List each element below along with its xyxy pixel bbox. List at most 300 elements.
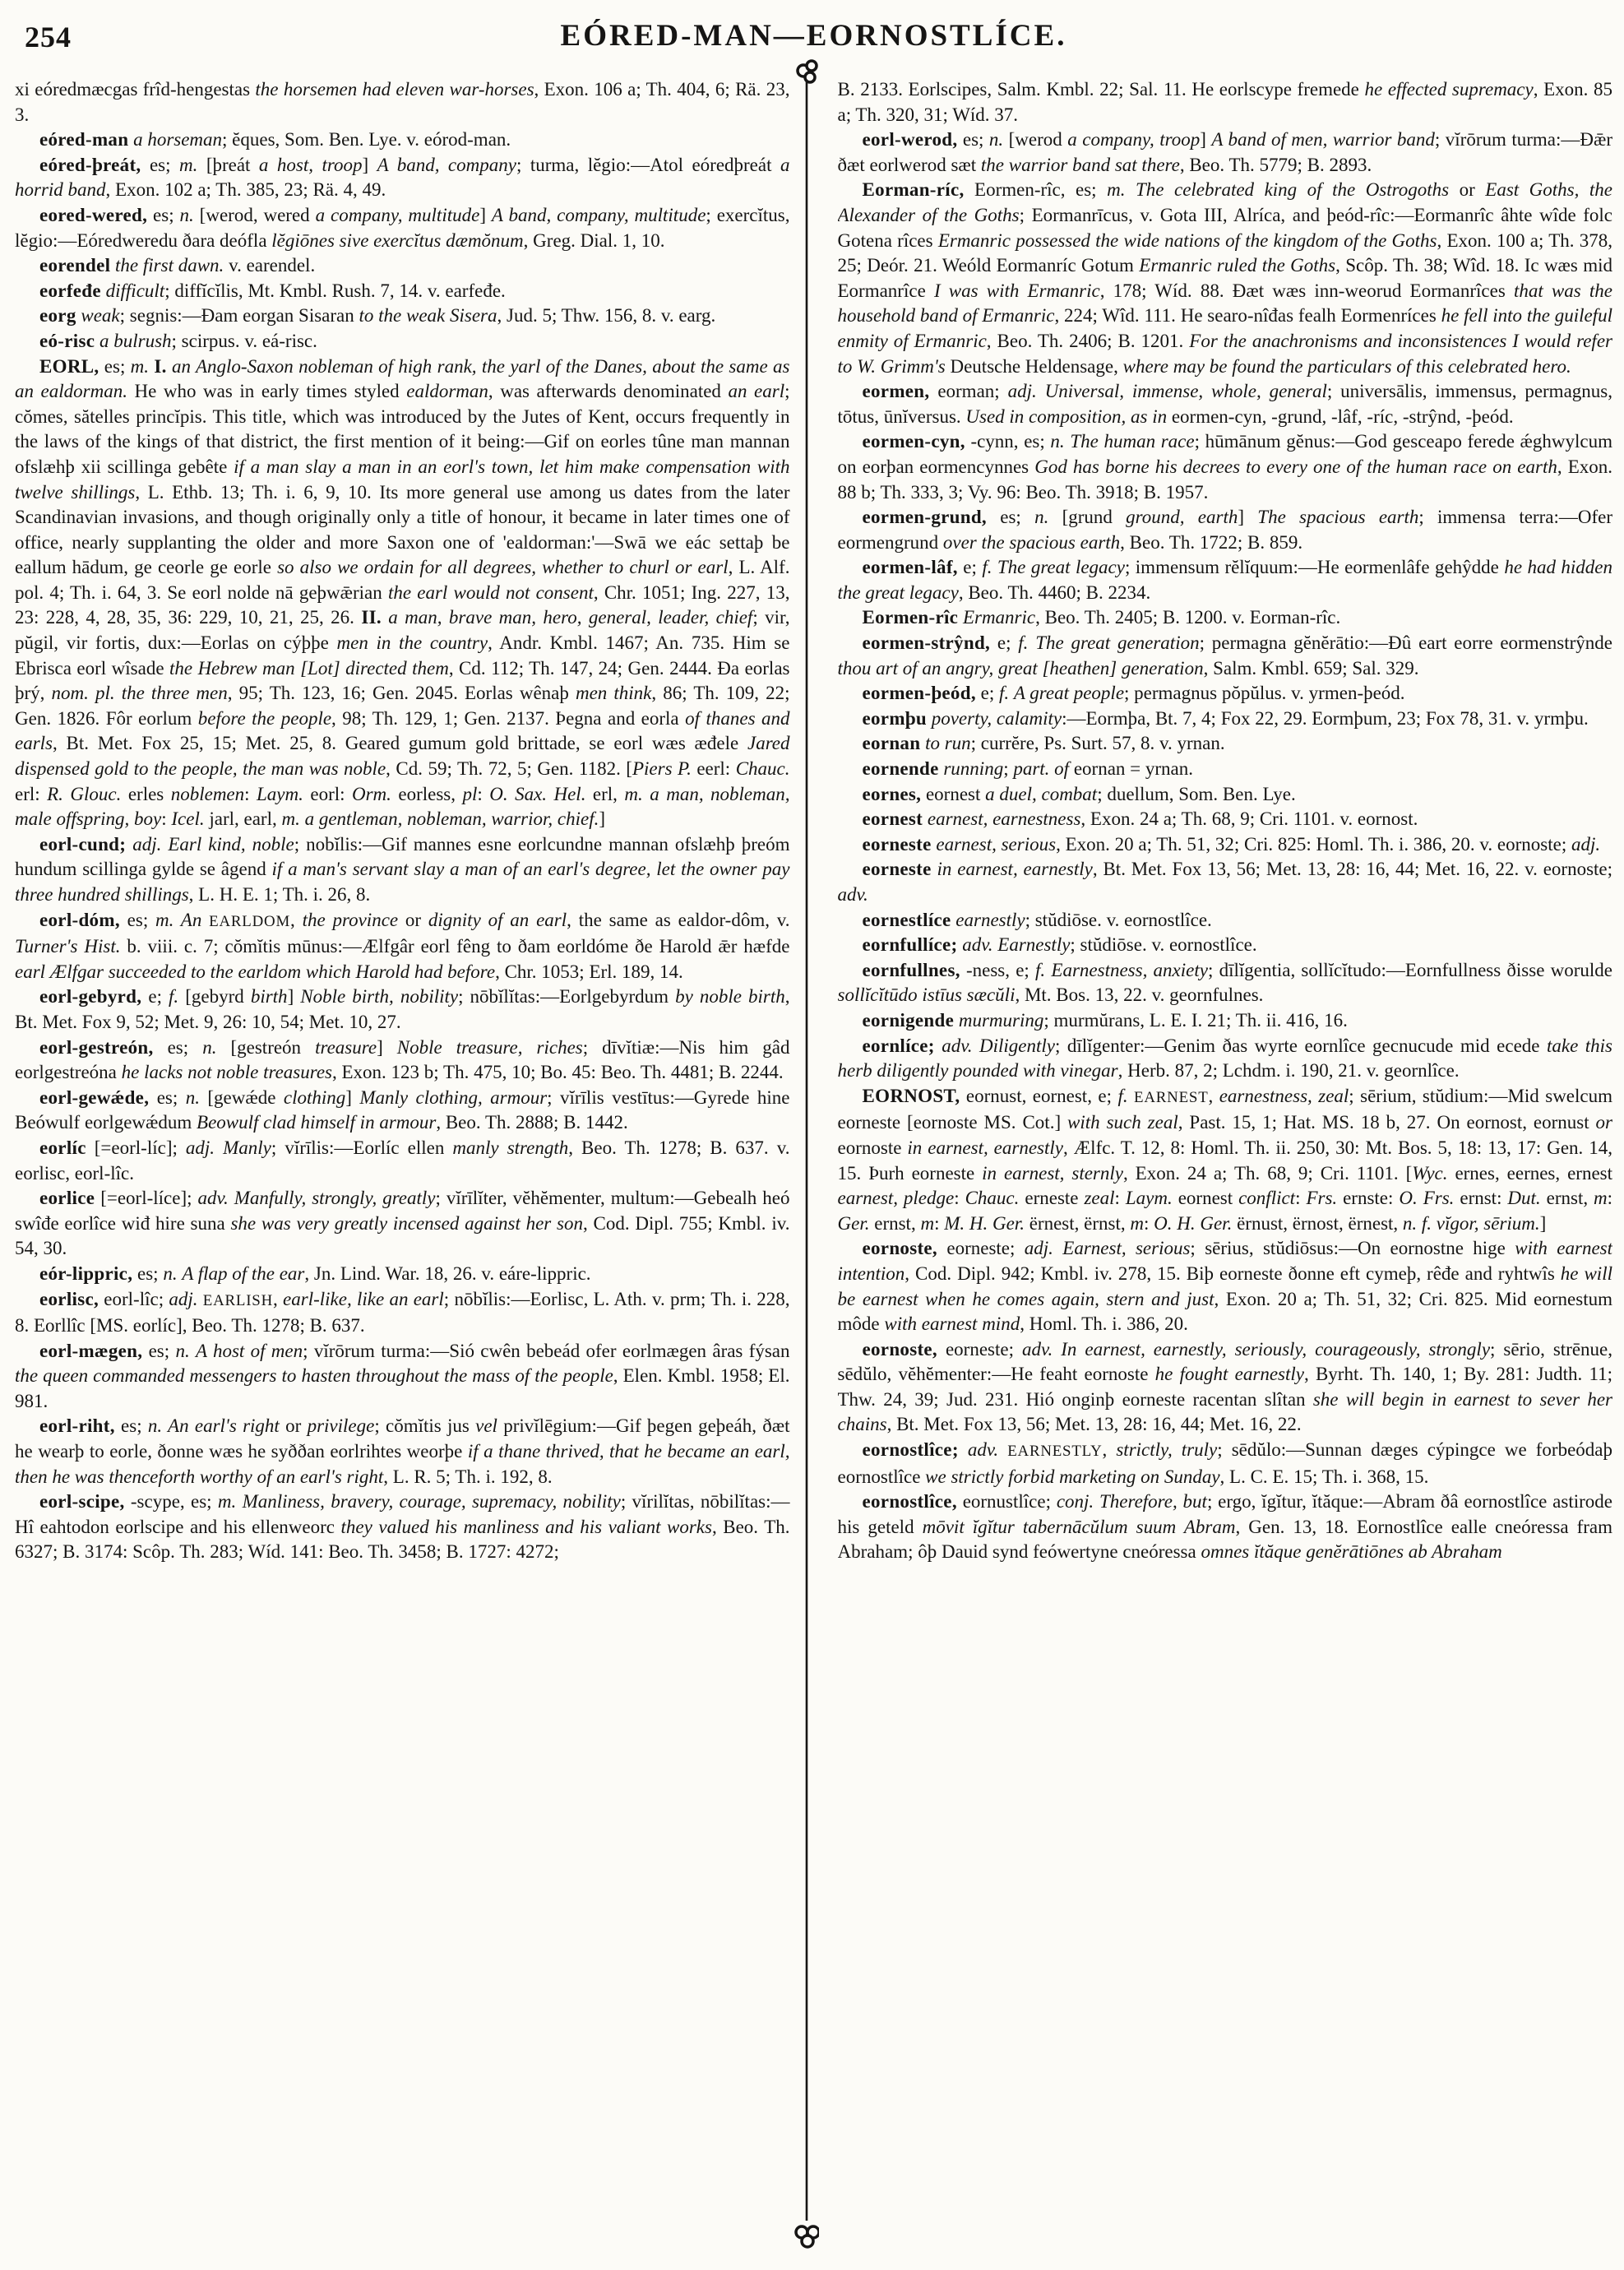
text-run: privĭlēgium:—Gif þegen geþeáh, ðæt he wearþ to eorle, ðonne wæs he syððan eorlrihtes weorþe — [15, 1415, 790, 1462]
text-run: , L. R. 5; Th. i. 192, 8. — [383, 1466, 553, 1487]
text-run: privilege — [307, 1415, 375, 1437]
entry-eormen — [838, 379, 1613, 429]
text-run: to the weak Sisera — [359, 305, 497, 327]
text-run: : — [477, 783, 490, 804]
text-run — [201, 910, 209, 930]
text-run: [werod — [1003, 129, 1068, 151]
text-run: The human race — [1070, 431, 1195, 452]
text-run: Noble treasure, riches — [396, 1036, 583, 1058]
text-run: dignity of an earl — [428, 909, 567, 930]
text-run: eorl: — [303, 783, 352, 804]
text-run: -scype, es; — [124, 1491, 218, 1513]
text-run: eormen, — [862, 381, 930, 402]
text-run: ernst: — [1454, 1188, 1508, 1209]
text-run: the queen commanded messengers to hasten throughout the mass of the people — [15, 1365, 613, 1387]
text-run: ; — [1003, 758, 1014, 780]
text-run: that was the household band of Ermanric — [837, 280, 1612, 327]
text-run: ; stŭdiōse. v. eornostlîce. — [1070, 934, 1257, 956]
text-run: , Beo. Th. 1722; B. 859. — [1120, 531, 1303, 553]
text-run: Ermanric possessed the wide nations of the kingdom of the Goths — [937, 229, 1437, 251]
text-run: , Past. 15, 1; Hat. MS. 18 b, 27. On eornost, eornust — [1178, 1112, 1596, 1133]
text-run: eorl-dóm, — [39, 909, 120, 930]
text-run: f. — [1117, 1085, 1128, 1106]
text-run: eorl-mægen, — [39, 1340, 143, 1361]
text-run: eornest — [862, 808, 923, 830]
text-run: the province — [302, 909, 399, 930]
text-run: Chauc. — [735, 758, 790, 780]
text-run: n. An earl's right — [147, 1415, 280, 1437]
text-run: , Bt. Met. Fox 13, 56; Met. 13, 28: 16, 44; Met. 16, 22. v. eornoste; — [1092, 859, 1612, 880]
text-run — [1128, 1086, 1134, 1106]
text-run: , was afterwards denominated — [488, 381, 729, 402]
text-run: where may be found the particulars of this celebrated hero. — [1122, 355, 1571, 377]
text-run: v. earendel. — [224, 255, 316, 276]
entry-eornoste-adv — [838, 1337, 1613, 1438]
text-run: : — [1114, 1188, 1126, 1209]
text-run: ; turma, lĕgio:—Atol eóredþreát — [516, 154, 780, 175]
text-run: , — [1208, 1085, 1219, 1106]
text-run: adj. — [169, 1288, 198, 1309]
text-run: an earl — [728, 381, 785, 402]
text-run: Icel. — [171, 808, 205, 830]
text-run: a company, troop — [1067, 129, 1201, 151]
text-run: ] — [1200, 129, 1212, 151]
text-run: :—Eormþa, Bt. 7, 4; Fox 22, 29. Eormþum, 23; Fox 78, 31. v. yrmþu. — [1062, 707, 1589, 729]
text-run: ; vĭrīlĭter, vĕhĕmenter, multum:—Gebealh heó swîđe eorlîce wiđ hire suna — [15, 1188, 790, 1234]
text-run: eornfullnes, — [862, 959, 960, 980]
text-run: , Ælfc. T. 12, 8: Homl. Th. ii. 250, 30: Mt. Bos. 5, 18: 13, 17: Gen. 14, 15. Þurh eorneste — [837, 1137, 1612, 1184]
text-run — [190, 1341, 196, 1361]
entry-eornost — [838, 1084, 1613, 1237]
entry-eor-lippric — [15, 1262, 790, 1287]
text-run: Piers P. — [632, 758, 692, 780]
text-run: ; stŭdiōse. v. eornostlîce. — [1025, 909, 1212, 930]
text-run: , — [1102, 1439, 1117, 1461]
text-run: : — [954, 1188, 965, 1209]
text-run: he will be earnest when he comes again, stern and just — [837, 1262, 1612, 1309]
text-run: eornostlîce, — [862, 1491, 957, 1513]
text-run: m. An — [155, 909, 202, 930]
text-run: , Exon. 102 a; Th. 385, 23; Rä. 4, 49. — [105, 179, 386, 201]
text-run: adj. Universal, immense, whole, general — [1007, 381, 1327, 402]
text-run: m — [1130, 1212, 1144, 1234]
text-run: Ger. — [837, 1212, 870, 1234]
entry-eormen-strynd — [838, 631, 1613, 681]
text-run: He who was in early times styled — [127, 381, 407, 402]
text-run: ernst, — [869, 1212, 921, 1234]
text-run: ; hūmānum gĕnus:—God gesceapo ferede ǽghwylcum on eorþan eormencynnes — [837, 431, 1612, 477]
text-run: , Beo. Th. 5779; B. 2893. — [1179, 154, 1372, 175]
entry-eornest — [838, 807, 1613, 832]
text-run: ealdorman — [406, 381, 488, 402]
text-run: m — [920, 1212, 935, 1234]
text-run: n. — [163, 1262, 178, 1284]
text-run: , Beo. Th. 4460; B. 2234. — [958, 581, 1151, 603]
text-run: before the people — [197, 707, 332, 729]
entry-eorfede — [15, 279, 790, 304]
text-run: ; cŏmes, sătelles princĭpis. This title, which was introduced by the Jutes of Kent, occurs frequently in the laws of the kings of that district, the first mention of it being:—Gif on eorles tûne man mannan ofslæhþ xii scillinga gebête — [15, 381, 790, 477]
text-run: II. — [361, 607, 382, 628]
text-run: EARLDOM — [209, 912, 291, 930]
text-run: EORNOST, — [862, 1085, 960, 1106]
text-run: earnest, serious — [936, 833, 1057, 855]
text-run: nom. pl. the three men — [51, 683, 228, 704]
text-run: Deutsche Heldensage, — [945, 355, 1123, 377]
entry-eorl-cund — [15, 832, 790, 908]
text-run: I was with Ermanric — [933, 280, 1100, 301]
text-run: earnest, pledge — [837, 1188, 955, 1209]
text-run: mōvit ĭgĭtur tabernācŭlum suum Abram — [922, 1516, 1236, 1537]
text-run: e; — [957, 557, 983, 578]
text-run — [959, 1439, 968, 1460]
text-run: eorl-gestreón, — [39, 1036, 154, 1058]
text-run: A band of men, warrior band — [1211, 129, 1435, 151]
text-run: ernst, — [1540, 1188, 1594, 1209]
text-run: eorneste; — [937, 1338, 1022, 1360]
text-run: ; currĕre, Ps. Surt. 57, 8. v. yrnan. — [970, 733, 1225, 754]
text-run: Laym. — [257, 783, 303, 804]
entry-eorl-maegen — [15, 1339, 790, 1415]
entry-eored-wered — [15, 203, 790, 253]
text-run: , Bt. Met. Fox 13, 56; Met. 13, 28: 16, 44; Met. 16, 22. — [886, 1414, 1302, 1435]
entry-eorl — [15, 354, 790, 832]
text-run: eorlíc — [39, 1137, 86, 1158]
text-run: thou art of an angry, great [heathen] generation — [837, 657, 1204, 679]
text-run: : — [934, 1212, 945, 1234]
text-run: Eormen-rîc — [862, 607, 959, 628]
text-run: ; exercĭtus, lĕgio:—Eóredweredu ðara deófla — [15, 204, 790, 251]
text-run: ; immensa terra:—Ofer eormengrund — [837, 507, 1612, 553]
text-run: : — [161, 808, 172, 830]
text-run: eormen-strŷnd, — [862, 632, 991, 654]
text-run: the horsemen had eleven war-horses — [255, 79, 534, 100]
text-run — [998, 1439, 1007, 1460]
text-run: n. — [1034, 507, 1049, 528]
text-run: ; vĭrōrum turma:—Sió cwên bebeád ofer eorlmægen âras fýsan — [303, 1340, 790, 1361]
text-run: ground, earth — [1126, 507, 1238, 528]
text-run: difficult — [105, 280, 165, 301]
text-run: The great generation — [1035, 632, 1200, 654]
text-run: eorl-riht, — [39, 1415, 115, 1437]
text-run: eorl-lîc; — [99, 1288, 169, 1309]
text-run: she was very greatly incensed against her son — [230, 1212, 583, 1234]
text-run: omnes ĭtăque genĕrātiōnes ab Abraham — [1201, 1541, 1502, 1563]
text-run: Orm. — [351, 783, 391, 804]
text-run: For the anachronisms and inconsistences I would refer to W. Grimm's — [837, 330, 1612, 377]
text-run: earl-like, like an earl — [283, 1288, 444, 1309]
text-run: The spacious earth — [1257, 507, 1419, 528]
text-run: Chauc. — [965, 1188, 1020, 1209]
text-run: Laym. — [1125, 1188, 1173, 1209]
text-run: m. — [130, 355, 150, 377]
text-run: , Mt. Bos. 13, 22. v. geornfulnes. — [1015, 984, 1264, 1006]
text-run: , Beo. Th. 6327; B. 3174: Scôp. Th. 283; Wíd. 141: Beo. Th. 3458; B. 1727: 4272; — [15, 1516, 790, 1563]
text-run: eornende — [862, 758, 939, 780]
text-run: [=eorl-líc]; — [86, 1137, 186, 1158]
entry-eornostlice-conj — [838, 1489, 1613, 1565]
text-run: eornan — [862, 733, 921, 754]
text-run: ; permagnus pŏpŭlus. v. yrmen-þeód. — [1124, 683, 1405, 704]
text-run: , Scôp. Th. 38; Wîd. 18. Ic wæs mid Eormanrîce — [837, 255, 1612, 301]
text-run: es; — [153, 1036, 203, 1058]
text-run: eorneste; — [937, 1238, 1025, 1259]
entry-eormthu — [838, 706, 1613, 732]
text-run: n. — [988, 129, 1004, 151]
text-run: , Exon. 85 a; Th. 320, 31; Wíd. 37. — [837, 79, 1612, 125]
text-run: adj. Earl kind, noble — [132, 833, 294, 855]
text-run: so also we ordain for all degrees, whether to churl or earl — [277, 557, 729, 578]
text-run: a host, troop — [258, 154, 363, 175]
entry-eormen-theod — [838, 681, 1613, 706]
text-run: Ermanric — [962, 607, 1036, 628]
text-run: ; dīlĭgenter:—Genim ðas wyrte eornlîce gecnucude mid ecede — [1055, 1035, 1547, 1056]
entry-eorg — [15, 303, 790, 329]
text-run: ; sērio, strēnue, sēdŭlo, vĕhĕmenter:—He feaht eornoste — [837, 1338, 1612, 1385]
entry-eornfullnes — [838, 958, 1613, 1008]
text-run: he had hidden the great legacy — [837, 557, 1612, 603]
text-run: ] — [362, 154, 377, 175]
text-run: A host of men — [196, 1340, 303, 1361]
entry-eorl-gestreon — [15, 1035, 790, 1086]
text-run: n. — [1050, 431, 1065, 452]
text-run: Noble birth, nobility — [300, 986, 459, 1008]
text-run: they valued his manliness and his valiant works — [340, 1516, 712, 1537]
text-run: , Salm. Kmbl. 659; Sal. 329. — [1203, 657, 1419, 679]
text-run: eornes, — [862, 783, 922, 804]
text-run: eormen-þeód, — [862, 683, 976, 704]
text-run: es; — [141, 154, 179, 175]
text-run: ; vĭrōrum turma:—Ðǣr ðæt eorlwerod sæt — [837, 129, 1612, 175]
text-run: earnest, earnestness — [927, 808, 1081, 830]
text-run: eornigende — [862, 1009, 955, 1031]
text-run: with such zeal — [1067, 1112, 1178, 1133]
text-run: , Bt. Met. Fox 9, 52; Met. 9, 26: 10, 54; Met. 10, 27. — [15, 986, 790, 1032]
text-run: ernes, eernes, ernest — [1447, 1162, 1612, 1184]
text-run: A great people — [1013, 683, 1125, 704]
text-run: ] — [1539, 1212, 1547, 1234]
text-run: , Cod. Dipl. 755; Kmbl. iv. 54, 30. — [15, 1212, 790, 1259]
entry-eornan — [838, 731, 1613, 757]
text-run: we strictly forbid marketing on Sunday — [925, 1466, 1220, 1487]
text-run: take this herb diligently pounded with vinegar — [837, 1035, 1612, 1082]
text-run: Earnestness, anxiety — [1051, 959, 1208, 980]
entry-eornostlice-adv — [838, 1438, 1613, 1489]
text-run: : — [1143, 1212, 1154, 1234]
entry-eornoste-adj — [838, 1236, 1613, 1337]
text-run: b. viii. c. 7; cŏmĭtis mūnus:—Ælfgâr eorl fêng to ðam eorldóme ðe Harold ǣr hæfde — [120, 936, 790, 957]
entry-eornes — [838, 782, 1613, 808]
text-run: eorl-werod, — [862, 129, 958, 151]
text-run: M. H. Ger. — [944, 1212, 1025, 1234]
text-run: eornfullíce; — [862, 934, 958, 956]
text-run: Used in composition, as in — [965, 405, 1168, 427]
text-run: adv. Manfully, strongly, greatly — [197, 1188, 436, 1209]
text-run: erl: — [15, 783, 48, 804]
text-run: , Cod. Dipl. 942; Kmbl. iv. 278, 15. Biþ eorneste ðonne eft cymeþ, rêđe and ryhtwîs — [905, 1262, 1561, 1284]
entry-eo-risc — [15, 329, 790, 354]
text-run: by noble birth — [675, 986, 785, 1008]
text-run: the warrior band sat there — [980, 154, 1180, 175]
text-run: the first dawn. — [115, 255, 224, 276]
text-run: ; sērius, stŭdiōsus:—On eornostne hige — [1190, 1238, 1515, 1259]
entry-continuation-eorl-scipe — [838, 77, 1613, 127]
text-run: es; — [119, 909, 156, 930]
text-run: m. a man, nobleman, male offspring, boy — [15, 783, 790, 830]
text-run: ernste: — [1337, 1188, 1400, 1209]
text-run: eorless, — [391, 783, 463, 804]
text-run: adv. In earnest, earnestly, seriously, courageously, strongly — [1021, 1338, 1491, 1360]
entry-eorendel — [15, 253, 790, 279]
text-run — [932, 859, 937, 879]
text-run: xi eóredmæcgas frîd-hengestas — [15, 79, 256, 100]
text-run: eornan = yrnan. — [1069, 758, 1193, 780]
text-run: es; — [147, 204, 180, 225]
text-run: adv. — [837, 884, 868, 905]
text-run: Eorman-ríc, — [862, 179, 965, 201]
text-run: ; nobĭlis:—Gif mannes esne eorlcundne mannan ofslæhþ þreóm hundum scillinga gylde se âgend — [15, 833, 790, 880]
text-run: O. H. Ger. — [1154, 1212, 1233, 1234]
text-run: or — [1449, 179, 1486, 201]
text-run: , — [290, 909, 303, 930]
text-run: EORL, — [39, 355, 99, 377]
text-run: , Exon. 24 a; Th. 68, 9; Cri. 1101. [ — [1122, 1162, 1413, 1184]
text-run: adv. Diligently — [942, 1035, 1055, 1056]
text-run: Manly clothing, armour — [359, 1086, 548, 1108]
text-run: m — [1594, 1188, 1608, 1209]
text-run: eormen-lâf, — [862, 557, 958, 578]
text-run: a horseman — [133, 129, 223, 151]
entry-eorlisc — [15, 1287, 790, 1339]
text-run: or — [279, 1415, 308, 1437]
text-run: if a man's servant slay a man of an earl's degree, let the owner pay three hundred shillings — [15, 859, 790, 905]
text-run: the earl would not consent — [387, 581, 594, 603]
column-left — [15, 77, 790, 2240]
text-run: , Cd. 59; Th. 72, 5; Gen. 1182. [ — [386, 758, 632, 780]
text-run: murmuring — [958, 1009, 1044, 1031]
text-run: n. — [185, 1086, 200, 1108]
text-run: , Chr. 1053; Erl. 189, 14. — [495, 961, 683, 982]
text-run: [werod, wered — [193, 204, 316, 225]
text-run: a duel, combat — [985, 783, 1098, 804]
text-run: ; scirpus. v. eá-risc. — [171, 330, 317, 351]
text-run: , Greg. Dial. 1, 10. — [523, 229, 665, 251]
text-run: a company, multitude — [315, 204, 480, 225]
text-run: eornest — [921, 783, 986, 804]
entry-eorl-gebyrd — [15, 984, 790, 1035]
text-run: eormen-cyn, -grund, -lâf, -ríc, -strŷnd, -þeód. — [1167, 405, 1514, 427]
text-run: ; vĭrilĭtas, nōbilĭtas:—Hî eahtodon eorlscipe and his ellenweorc — [15, 1491, 790, 1537]
text-run: Jared dispensed gold to the people, the man was noble — [15, 733, 790, 780]
text-run — [236, 1491, 242, 1512]
text-run: f. — [169, 986, 179, 1008]
text-run: eorman; — [929, 381, 1008, 402]
entry-eorneste-adv — [838, 857, 1613, 907]
text-run: , Exon. 24 a; Th. 68, 9; Cri. 1101. v. eornost. — [1080, 808, 1418, 830]
text-run: of thanes and earls — [15, 707, 790, 754]
text-run: ; ĕques, Som. Ben. Lye. v. eórod-man. — [222, 129, 511, 151]
text-run: eornlíce; — [862, 1035, 935, 1056]
text-run: eorg — [39, 305, 76, 327]
text-run: he fell into the guileful enmity of Ermanric — [837, 305, 1612, 351]
text-run: with earnest mind — [884, 1313, 1020, 1335]
text-run: earnestly — [955, 909, 1025, 930]
text-run: m. — [1107, 179, 1126, 201]
text-run: , 224; Wîd. 111. He searo-nîđas fealh Eormenríces — [1054, 305, 1441, 327]
text-run: es; — [957, 129, 989, 151]
text-run: : — [1295, 1188, 1307, 1209]
text-run: ; universālis, immensus, permagnus, tōtus, ūnĭversus. — [837, 381, 1612, 427]
text-run: men think — [575, 683, 652, 704]
text-run: ] — [1238, 507, 1258, 528]
text-run: ërnest, ërnst, — [1024, 1212, 1131, 1234]
text-run: f. — [1035, 959, 1046, 980]
text-run: es; — [99, 355, 131, 377]
text-run: ] — [479, 204, 492, 225]
text-run: eornust, eornest, e; — [960, 1085, 1118, 1106]
text-run: lĕgiōnes sive exercĭtus dæmŏnum — [271, 229, 524, 251]
text-run: in earnest, sternly — [982, 1162, 1123, 1184]
entry-eorl-riht — [15, 1414, 790, 1489]
text-run: ; diffĭcĭlis, Mt. Kmbl. Rush. 7, 14. v. earfeđe. — [164, 280, 506, 301]
text-run: , Beo. Th. 2405; B. 1200. v. Eorman-rîc. — [1035, 607, 1341, 628]
entry-eorl-scipe — [15, 1489, 790, 1565]
text-run: adv. Earnestly — [962, 934, 1071, 956]
text-run: The great legacy — [997, 557, 1125, 578]
text-run: n. — [202, 1036, 217, 1058]
entry-eorl-gewaede — [15, 1086, 790, 1136]
text-run: m. a gentleman, nobleman, warrior, chief. — [281, 808, 599, 830]
text-run: ; Eormanrīcus, v. Gota III, Alríca, and þeód-rîc:—Eormanrîc âhte wîde folc Gotena rîces — [837, 204, 1612, 251]
text-run: she will begin in earnest to sever her chains — [837, 1388, 1612, 1435]
text-run: n. — [175, 1340, 190, 1361]
text-run: Manliness, bravery, courage, supremacy, nobility — [242, 1491, 621, 1513]
text-run: eornoste, — [862, 1238, 937, 1259]
text-run: , Beo. Th. 2888; B. 1442. — [436, 1112, 628, 1133]
text-run: , Beo. Th. 2406; B. 1201. — [986, 330, 1190, 351]
text-run: The celebrated king of the Ostrogoths — [1135, 179, 1450, 201]
text-run: e; — [990, 632, 1019, 654]
text-run: birth — [250, 986, 288, 1008]
text-run: , Andr. Kmbl. 1467; An. 735. Him se Ebrisca eorl wîsade — [15, 632, 790, 679]
text-run: [gestreón — [216, 1036, 316, 1058]
text-run: to run — [925, 733, 971, 754]
text-run: O. Frs. — [1399, 1188, 1455, 1209]
text-run: eornestlíce — [862, 909, 951, 930]
text-run: eorl-gebyrd, — [39, 986, 142, 1008]
text-run: ] — [599, 808, 606, 830]
text-run: es; — [149, 1086, 186, 1108]
text-run: eornostlîce; — [862, 1439, 959, 1461]
text-run: earnestness, zeal — [1219, 1085, 1349, 1106]
text-run: f. — [999, 683, 1010, 704]
text-run: -cynn, es; — [965, 431, 1051, 452]
text-run: eorl-scipe, — [39, 1491, 125, 1513]
text-run: he effected supremacy — [1364, 79, 1534, 100]
text-run: vel — [475, 1415, 497, 1437]
entry-eorlice — [15, 1186, 790, 1262]
text-run: EARNESTLY — [1007, 1443, 1103, 1461]
entry-eormen-ric — [838, 605, 1613, 631]
text-run: ] — [377, 1036, 397, 1058]
text-run: the Hebrew man [Lot] directed them — [169, 657, 449, 679]
text-run: pl — [462, 783, 478, 804]
text-run: , L. Ethb. 13; Th. i. 6, 9, 10. Its more general use among us dates from the later Scandinavian invasions, and though originally only a title of honour, it became in later times one of office, nearly supplanting the older and more Saxon one of 'ealdorman:'—Swā we eác settaþ be eallum hādum, ge ceorle ge eorle — [15, 481, 790, 578]
text-run: ; sēdŭlo:—Sunnan dæges cýpingce we forbeódaþ eornostlîce — [837, 1439, 1612, 1487]
text-run: eorfeđe — [39, 280, 101, 301]
text-run: zeal — [1084, 1188, 1115, 1209]
text-run: , Beo. Th. 1278; B. 637. v. eorlisc, eorl-lîc. — [15, 1137, 790, 1184]
entry-eornigende — [838, 1008, 1613, 1034]
